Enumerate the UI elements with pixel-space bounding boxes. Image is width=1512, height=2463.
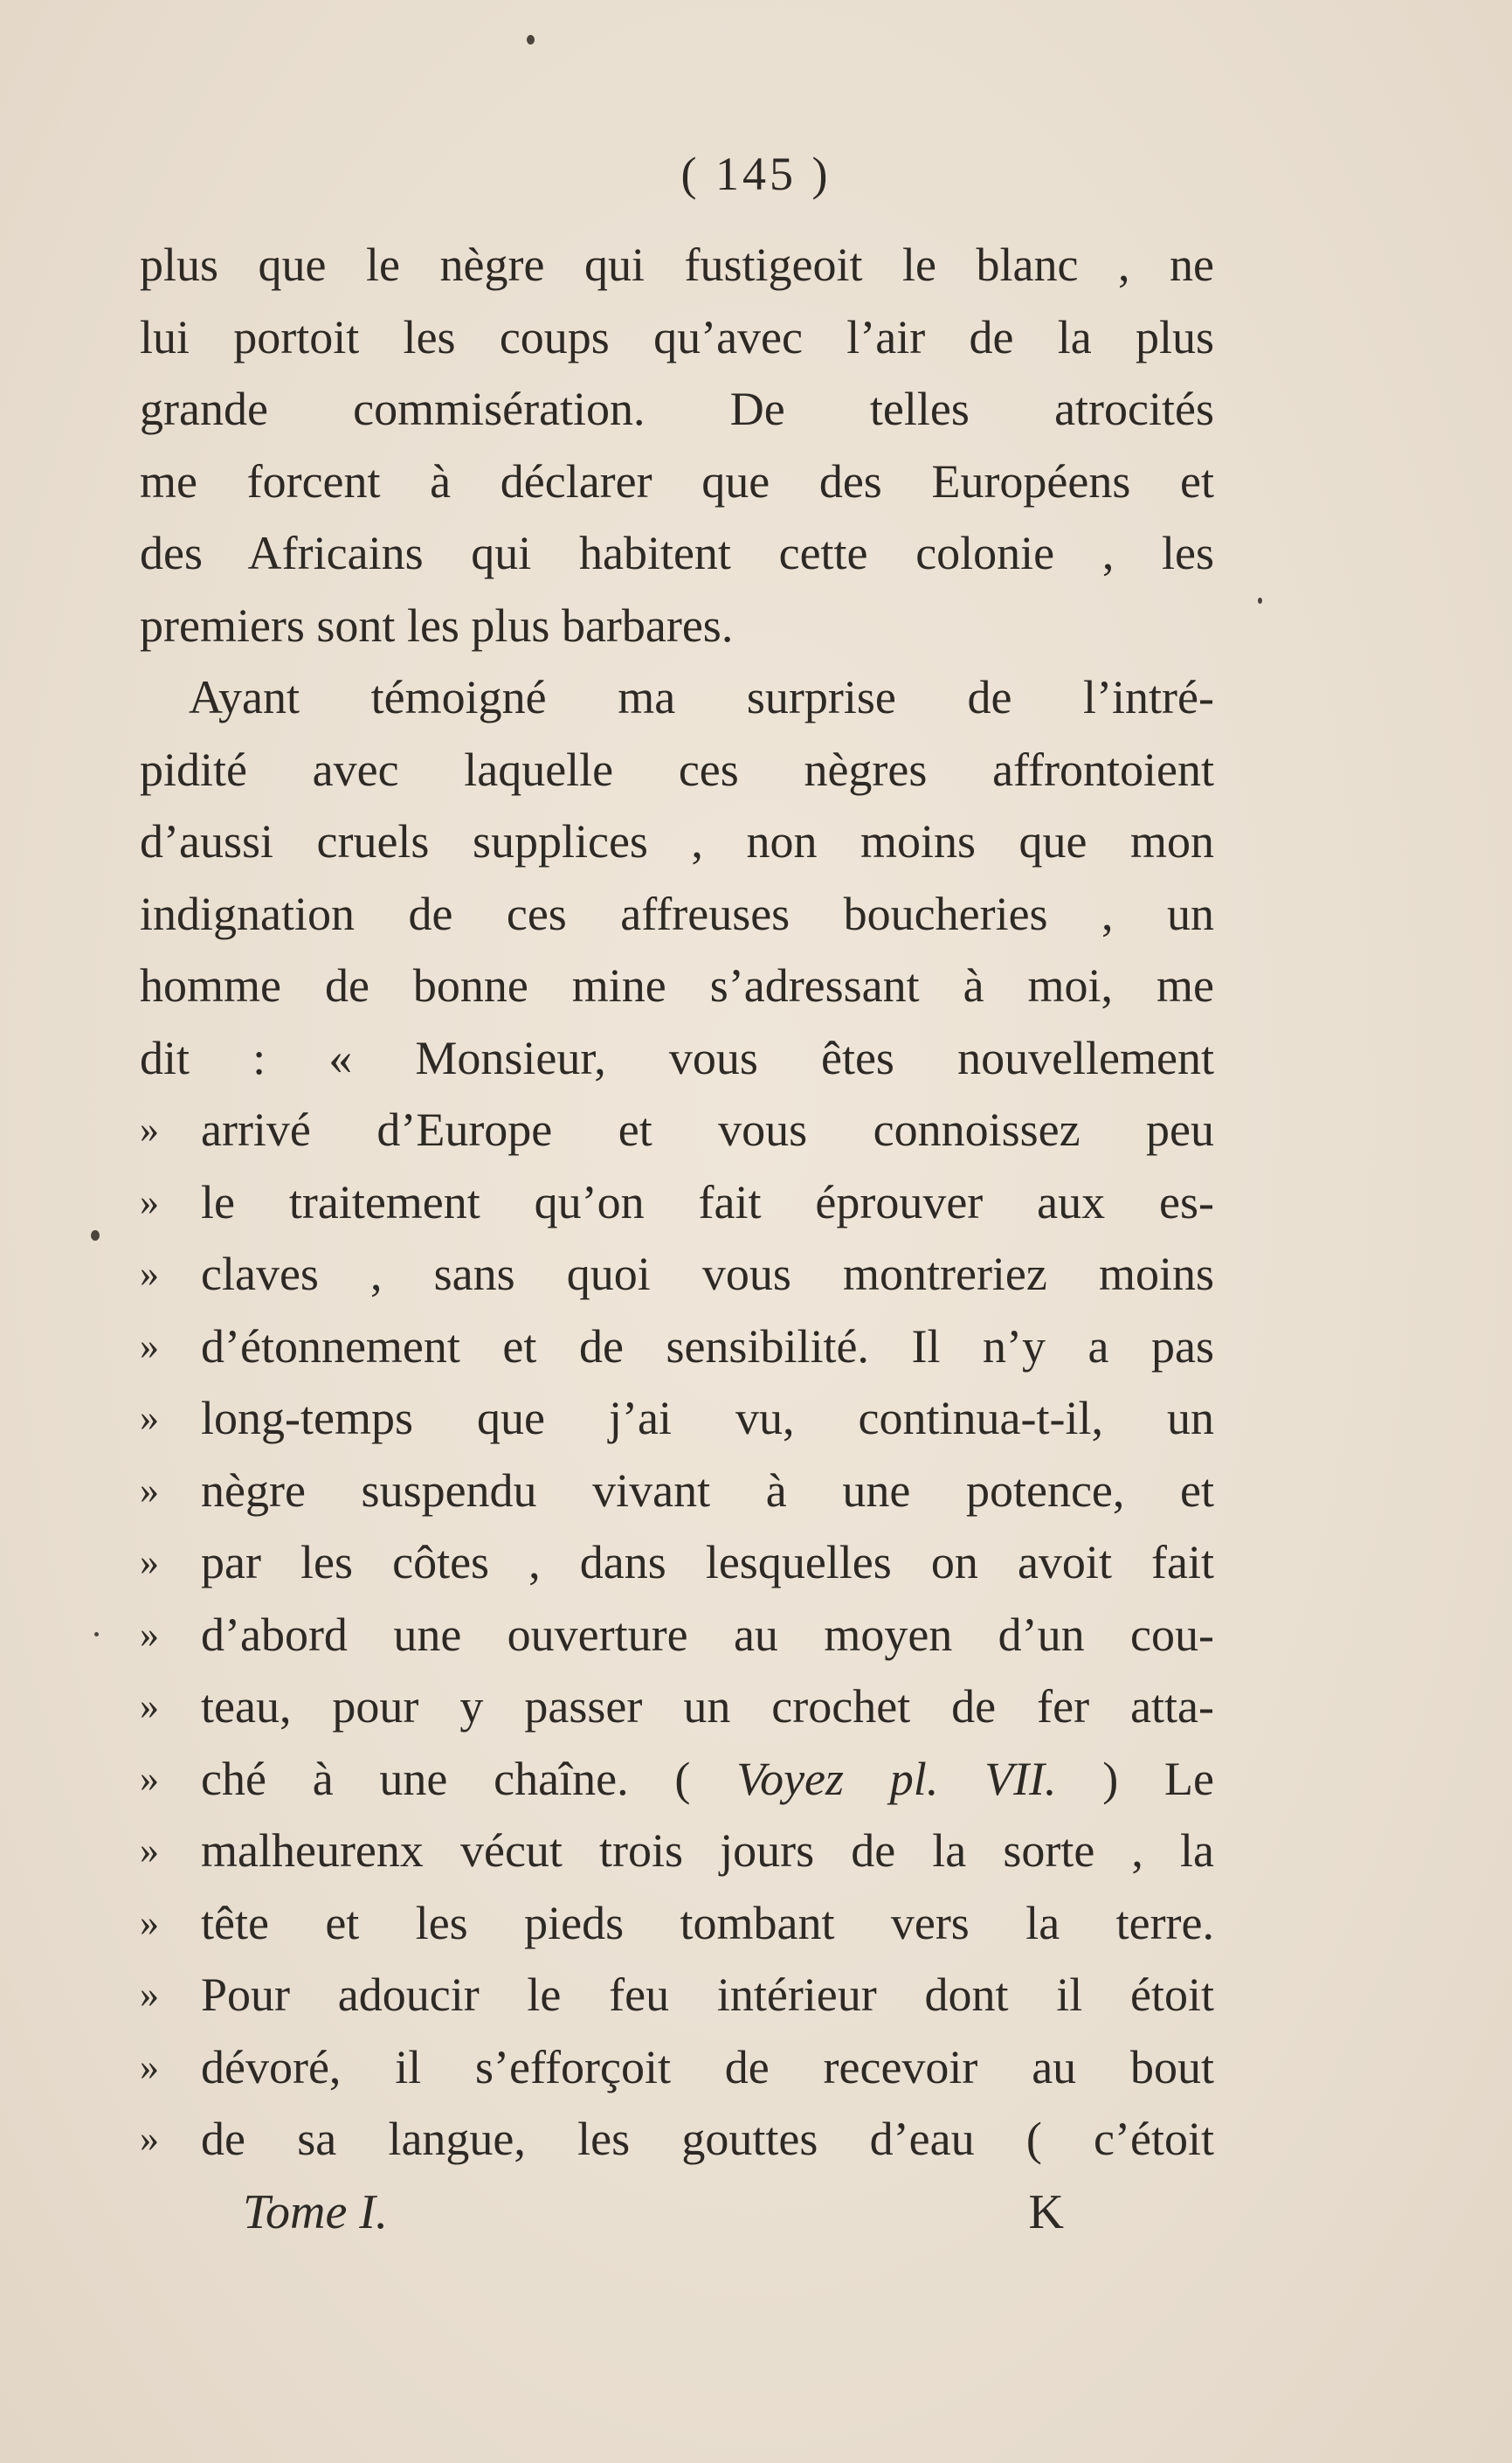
ink-speck [1258, 598, 1262, 604]
quoted-line-text: par les côtes , dans lesquelles on avoit fait [201, 1536, 1214, 1588]
quoted-line-text: long-temps que j’ai vu, continua-t-il, un [201, 1392, 1214, 1444]
quote-mark: » [140, 1685, 159, 1727]
quote-mark: » [140, 1612, 159, 1656]
plate-ref-before: ché à une chaîne. ( [201, 1752, 737, 1805]
quote-mark: » [140, 1252, 159, 1295]
quoted-line-text: claves , sans quoi vous montreriez moins [201, 1248, 1214, 1300]
quoted-line-text: nègre suspendu vivant à une potence, et [201, 1463, 1214, 1517]
quoted-line-text: tête et les pieds tombant vers la terre. [201, 1896, 1214, 1949]
quote-mark: » [140, 1900, 159, 1944]
quoted-line [140, 1671, 1214, 1743]
text-line: grande commisération. De telles atrocités [140, 383, 1214, 435]
paragraph-start-line: Ayant témoigné ma surprise de l’intré- [189, 671, 1214, 723]
quoted-line [140, 1526, 1214, 1599]
text-line: dit : « Monsieur, vous êtes nouvellement [140, 1031, 1214, 1084]
quoted-line [140, 1382, 1214, 1455]
quoted-line [140, 2031, 1214, 2104]
quote-mark: » [140, 1108, 159, 1151]
quoted-line-text: d’étonnement et de sensibilité. Il n’y a pas [201, 1319, 1214, 1373]
text-line: homme de bonne mine s’adressant à moi, me [140, 959, 1214, 1012]
quoted-line-text: malheurenx vécut trois jours de la sorte , la [201, 1824, 1214, 1877]
text-line: des Africains qui habitent cette colonie , les [140, 527, 1214, 579]
text-line: lui portoit les coups qu’avec l’air de la plus [140, 310, 1214, 363]
quote-mark: » [140, 1180, 159, 1223]
text-line: plus que le nègre qui fustigeoit le blanc , ne [140, 239, 1214, 291]
quoted-line-text: de sa langue, les gouttes d’eau ( c’étoit [201, 2113, 1214, 2165]
quoted-line [140, 1887, 1214, 1960]
quoted-line-text: Pour adoucir le feu intérieur dont il étoit [201, 1968, 1214, 2021]
plate-ref-after: ) Le [1056, 1752, 1214, 1805]
page-footer [243, 2184, 1064, 2254]
plate-reference: Voyez pl. VII. [736, 1752, 1057, 1805]
quote-mark: » [140, 1540, 159, 1583]
text-line: d’aussi cruels supplices , non moins que mon [140, 815, 1214, 868]
quoted-line [140, 2103, 1214, 2176]
quote-mark: » [140, 1396, 159, 1439]
quoted-line-text: le traitement qu’on fait éprouver aux es- [201, 1175, 1214, 1228]
quote-mark: » [140, 2044, 159, 2088]
quoted-line [140, 1094, 1214, 1166]
page-number: ( 145 ) [680, 148, 832, 200]
text-line: pidité avec laquelle ces nègres affrontoient [140, 743, 1214, 796]
quote-mark: » [140, 1756, 159, 1800]
ink-speck [527, 35, 535, 45]
signature-mark: K [1028, 2185, 1064, 2239]
quoted-line-text: dévoré, il s’efforçoit de recevoir au bout [201, 2040, 1214, 2093]
quote-mark: » [140, 2117, 159, 2160]
quoted-line [140, 1455, 1214, 1527]
quoted-line-text: d’abord une ouverture au moyen d’un cou- [201, 1608, 1214, 1661]
volume-label: Tome I. [243, 2185, 388, 2239]
quoted-line-text: teau, pour y passer un crochet de fer atta- [201, 1680, 1214, 1733]
quote-mark: » [140, 1829, 159, 1871]
quoted-line [140, 1815, 1214, 1887]
ink-speck [91, 1230, 100, 1241]
quote-mark: » [140, 1324, 159, 1367]
body-text [140, 229, 1214, 2176]
quoted-line [140, 1238, 1214, 1311]
quoted-line [140, 1599, 1214, 1671]
text-line: premiers sont les plus barbares. [140, 598, 734, 652]
quoted-line [140, 1311, 1214, 1383]
text-line: indignation de ces affreuses boucheries , un [140, 887, 1214, 940]
quote-mark: » [140, 1973, 159, 2016]
quoted-line-text: arrivé d’Europe et vous connoissez peu [201, 1104, 1214, 1156]
quoted-line-plate-reference [140, 1743, 1214, 1816]
quoted-line [140, 1959, 1214, 2031]
quote-mark: » [140, 1468, 159, 1512]
ink-speck [94, 1632, 99, 1636]
quoted-line [140, 1166, 1214, 1239]
text-line: me forcent à déclarer que des Européens et [140, 454, 1214, 508]
